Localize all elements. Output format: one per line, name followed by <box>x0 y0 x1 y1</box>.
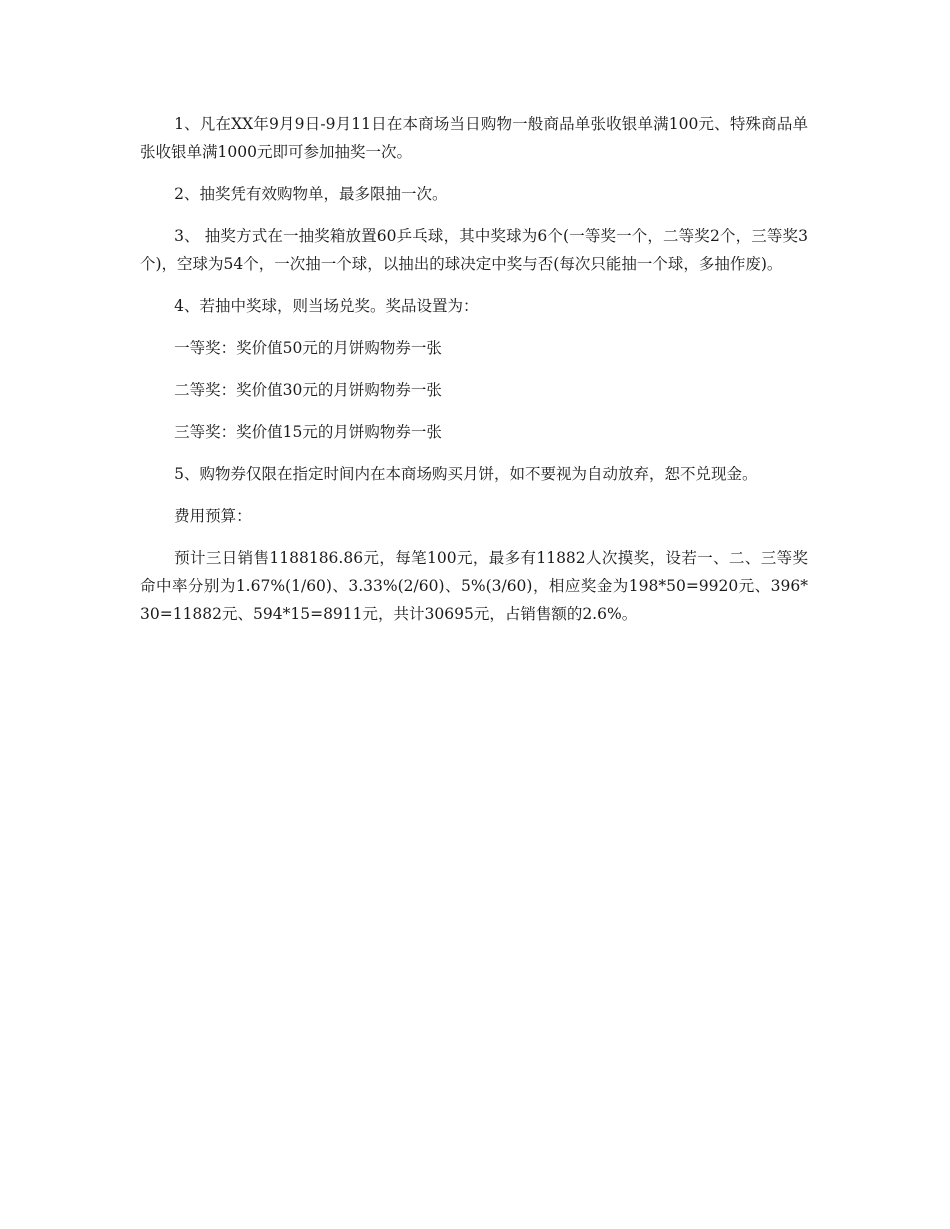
prize-first: 一等奖：奖价值50元的月饼购物券一张 <box>174 339 442 357</box>
budget-paragraph: 预计三日销售1188186.86元，每笔100元，最多有11882人次摸奖，设若一、二、三等奖命中率分别为1.67%(1/60)、3.33%(2/60)、5%(3/60)，相应奖金为198*50=9920元、396*30=11882元、594*15=8911元，共计30695元，占销售额的2.6%。 <box>140 549 808 623</box>
prize-second: 二等奖：奖价值30元的月饼购物券一张 <box>174 381 442 399</box>
rule-paragraph-5: 5、购物券仅限在指定时间内在本商场购买月饼，如不要视为自动放弃，恕不兑现金。 <box>174 465 758 483</box>
rule-paragraph-4: 4、若抽中奖球，则当场兑奖。奖品设置为： <box>174 297 479 315</box>
document-body <box>140 110 808 642</box>
rule-paragraph-3: 3、 抽奖方式在一抽奖箱放置60乒乓球，其中奖球为6个(一等奖一个，二等奖2个，三等奖3个)，空球为54个，一次抽一个球，以抽出的球决定中奖与否(每次只能抽一个球，多抽作废)。 <box>140 227 808 273</box>
prize-third: 三等奖：奖价值15元的月饼购物券一张 <box>174 423 442 441</box>
rule-paragraph-1: 1、凡在XX年9月9日-9月11日在本商场当日购物一般商品单张收银单满100元、特殊商品单张收银单满1000元即可参加抽奖一次。 <box>140 115 808 161</box>
budget-heading: 费用预算： <box>174 507 252 525</box>
rule-paragraph-2: 2、抽奖凭有效购物单，最多限抽一次。 <box>174 185 448 203</box>
